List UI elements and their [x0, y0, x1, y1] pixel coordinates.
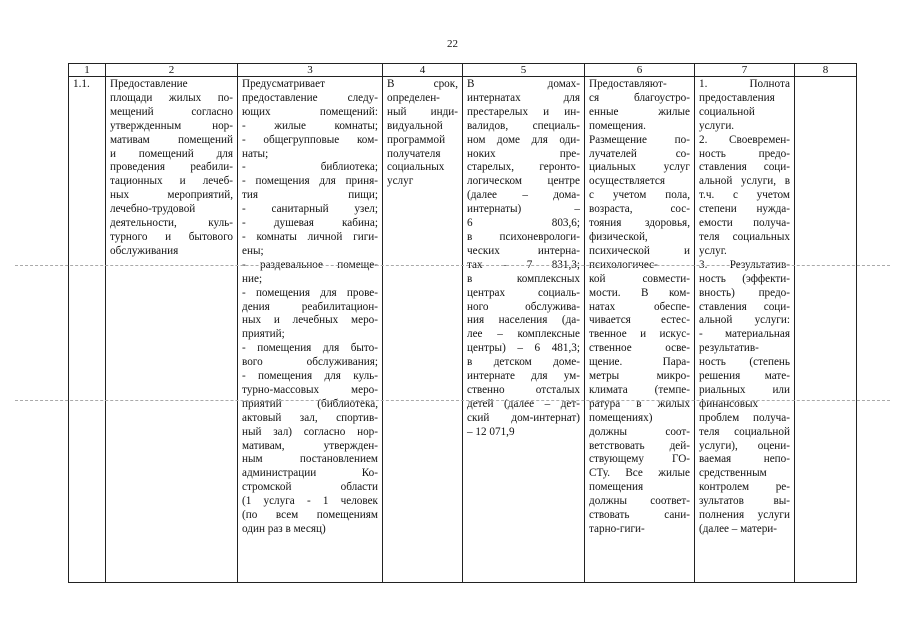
cell-text-line: ном доме для оди-	[467, 133, 580, 146]
column-number: 3	[238, 64, 383, 77]
cell-text-line: предоставление следу-	[242, 91, 378, 104]
cell-text-line: (1 услуга - 1 человек	[242, 495, 378, 508]
cell-text-line: помещения	[589, 481, 644, 494]
column-number: 2	[106, 64, 238, 77]
conditions-cell	[585, 77, 695, 583]
cell-text-line: видуальной	[387, 119, 443, 132]
cell-text-line: (далее – дома-	[467, 189, 580, 202]
cell-text-line: ющих помещений:	[242, 105, 378, 118]
cell-text-line: мости. В ком-	[589, 286, 690, 299]
cell-text-line: - раздевальное помеще-	[242, 258, 378, 271]
cell-text-line: с учетом пола,	[589, 189, 690, 202]
cell-text-line: ваемая непо-	[699, 453, 790, 466]
cell-text-line: В срок,	[387, 78, 458, 90]
cell-text-line: ский дом-интернат)	[467, 411, 580, 424]
cell-text-line: климата (темпе-	[589, 383, 690, 396]
cell-text-line: лее – комплексные	[467, 328, 580, 341]
cell-text-line: - материальная	[699, 328, 790, 341]
cell-text-line: енные жилые	[589, 105, 690, 118]
cell-text-line: ратура в жилых	[589, 397, 690, 410]
cell-text-line: социальных	[387, 161, 445, 174]
cell-text-line: т.ч. с учетом	[699, 189, 790, 202]
cell-text-line: ных мероприятий,	[110, 189, 233, 202]
tariff-cell	[463, 77, 585, 583]
cell-text-line: помещениях)	[589, 411, 653, 424]
cell-text-line: помещения.	[589, 119, 646, 132]
cell-text-line: степени нужда-	[699, 203, 790, 216]
cell-text-line: решения мате-	[699, 370, 790, 383]
cell-text-line: средственным	[699, 467, 767, 480]
cell-text-line: ены;	[242, 244, 264, 257]
cell-text-line: вность) предо-	[699, 286, 790, 299]
cell-text-line: тия пищи;	[242, 189, 378, 202]
cell-text-line: – 12 071,9	[467, 425, 515, 438]
cell-text-line: стромской области	[242, 481, 378, 494]
cell-text-line: ветствовать дей-	[589, 439, 690, 452]
cell-text-line: мещений согласно	[110, 105, 233, 118]
cell-text-line: твенное и искус-	[589, 328, 690, 341]
cell-text-line: утвержденным нор-	[110, 119, 233, 132]
cell-text-line: турно-массовых меро-	[242, 383, 378, 396]
cell-text-line: интернате для ум-	[467, 370, 580, 383]
cell-text-line: 2. Своевремен-	[699, 133, 790, 146]
cell-text-line: лучателей со-	[589, 147, 690, 160]
cell-text-line: ся благоустро-	[589, 91, 690, 104]
cell-text-line: Предусматривает	[242, 78, 325, 90]
cell-text-line: старелых, геронто-	[467, 161, 580, 174]
cell-text-line: тарно-гиги-	[589, 523, 645, 535]
cell-text-line: ния населения (да-	[467, 314, 580, 327]
cell-text-line: риальных или	[699, 383, 790, 396]
cell-text-line: услуги.	[699, 119, 735, 132]
page-number: 22	[447, 38, 458, 50]
cell-text-line: теля социальной	[699, 425, 790, 438]
cell-text-line: тояния здоровья,	[589, 217, 690, 230]
cell-text-line: ственно отсталых	[467, 383, 580, 396]
cell-text-line: альной услуги:	[699, 314, 790, 327]
cell-text-line: услуг.	[699, 244, 727, 257]
cell-text-line: возраста, сос-	[589, 203, 690, 216]
cell-text-line: - помещения для приня-	[242, 175, 378, 188]
cell-text-line: ных и лечебных меро-	[242, 314, 378, 327]
cell-text-line: ный инди-	[387, 105, 458, 118]
cell-text-line: альной услуги, в	[699, 175, 790, 188]
cell-text-line: в детском доме-	[467, 356, 580, 369]
cell-text-line: ный зал) согласно нор-	[242, 425, 378, 438]
cell-text-line: в комплексных	[467, 272, 580, 285]
cell-text-line: контролем ре-	[699, 481, 790, 494]
cell-text-line: наты;	[242, 147, 269, 160]
cell-text-line: предоставления	[699, 91, 775, 104]
column-number-row	[69, 64, 857, 77]
service-term-cell	[383, 77, 463, 583]
cell-text-line: тационных и лечеб-	[110, 175, 233, 188]
cell-text-line: должны соответ-	[589, 495, 690, 508]
cell-text-line: (по всем помещениям	[242, 509, 378, 522]
cell-text-line: натах обеспе-	[589, 300, 690, 313]
cell-text-line: В домах-	[467, 78, 580, 90]
cell-text-line: мативам, утвержден-	[242, 439, 378, 452]
cell-text-line: программой	[387, 133, 446, 146]
cell-text-line: ным постановлением	[242, 453, 378, 466]
table-row	[69, 77, 857, 583]
cell-text-line: деятельности, куль-	[110, 217, 233, 230]
cell-text-line: тах – 7 831,3;	[467, 258, 580, 271]
cell-text-line: ственное осве-	[589, 342, 690, 355]
cell-text-line: - душевая кабина;	[242, 217, 378, 230]
cell-text-line: результатив-	[699, 342, 759, 355]
cell-text-line: центры) – 6 481,3;	[467, 342, 580, 355]
cell-text-line: полнения услуги	[699, 509, 790, 522]
cell-text-line: - санитарный узел;	[242, 203, 378, 216]
cell-text-line: ствовать сани-	[589, 509, 690, 522]
cell-text-line: услуг	[387, 175, 414, 188]
cell-text-line: логическом центре	[467, 175, 580, 188]
cell-text-line: ставления соци-	[699, 300, 790, 313]
cell-text-line: ставления соци-	[699, 161, 790, 174]
cell-text-line: ствующему ГО-	[589, 453, 690, 466]
cell-text-line: валидов, специаль-	[467, 119, 580, 132]
cell-text-line: СТу. Все жилые	[589, 467, 690, 480]
cell-text-line: ность (степень	[699, 356, 790, 369]
cell-text-line: один раз в месяц)	[242, 523, 326, 535]
cell-text-line: услуги), оцени-	[699, 439, 790, 452]
scan-artifact-line	[15, 265, 890, 266]
cell-text-line: - помещения для куль-	[242, 370, 378, 383]
cell-text-line: социальной	[699, 105, 755, 118]
cell-text-line: определен-	[387, 91, 440, 104]
services-table	[68, 63, 857, 583]
cell-text-line: проблем получа-	[699, 411, 790, 424]
cell-text-line: - помещения для быто-	[242, 342, 378, 355]
cell-text-line: интернатах для	[467, 91, 580, 104]
cell-text-line: площади жилых по-	[110, 91, 233, 104]
cell-text-line: Размещение по-	[589, 133, 690, 146]
cell-text-line: психологичес-	[589, 258, 658, 271]
cell-text-line: ность (эффекти-	[699, 272, 790, 285]
cell-text-line: емости получа-	[699, 217, 790, 230]
cell-text-line: (далее – матери-	[699, 523, 778, 535]
column-number: 8	[795, 64, 857, 77]
cell-text-line: ние;	[242, 272, 263, 285]
cell-text-line: - общегрупповые ком-	[242, 133, 378, 146]
cell-text-line: - комнаты личной гиги-	[242, 230, 378, 243]
cell-text-line: мативам помещений	[110, 133, 233, 146]
cell-text-line: вого обслуживания;	[242, 356, 378, 369]
cell-text-line: центрах социаль-	[467, 286, 580, 299]
column-number: 6	[585, 64, 695, 77]
quality-indicators-cell	[695, 77, 795, 583]
cell-text-line: психической и	[589, 244, 690, 257]
cell-text-line: ноких пре-	[467, 147, 580, 160]
cell-text-line: приятий;	[242, 328, 285, 341]
cell-text-line: 6 803,6;	[467, 217, 580, 230]
cell-text-line: циальных услуг	[589, 161, 690, 174]
column-number: 1	[69, 64, 106, 77]
cell-text-line: Предоставление	[110, 78, 188, 90]
cell-text-line: щение. Пара-	[589, 356, 690, 369]
cell-text-line: 3. Результатив-	[699, 258, 790, 271]
cell-text-line: ного обслужива-	[467, 300, 580, 313]
cell-text-line: ность предо-	[699, 147, 790, 160]
cell-text-line: проведения реабили-	[110, 161, 233, 174]
cell-text-line: осуществляется	[589, 175, 665, 188]
cell-text-line: - помещения для прове-	[242, 286, 378, 299]
cell-text-line: метры микро-	[589, 370, 690, 383]
cell-text-line: Предоставляют-	[589, 78, 667, 90]
cell-text-line: в психоневрологи-	[467, 230, 580, 243]
cell-text-line: дения реабилитацион-	[242, 300, 378, 313]
cell-text-line: 1. Полнота	[699, 78, 790, 90]
cell-text-line: - жилые комнаты;	[242, 119, 378, 132]
cell-text-line: финансовых	[699, 397, 759, 410]
column-number: 7	[695, 64, 795, 77]
cell-text-line: ческих интерна-	[467, 244, 580, 257]
column-number: 5	[463, 64, 585, 77]
scan-artifact-line	[15, 400, 890, 401]
column-number: 4	[383, 64, 463, 77]
cell-text-line: администрации Ко-	[242, 467, 378, 480]
cell-text-line: должны соот-	[589, 425, 690, 438]
row-number: 1.1.	[69, 77, 106, 583]
cell-text-line: престарелых и ин-	[467, 105, 580, 118]
cell-text-line: интернаты) –	[467, 203, 580, 216]
cell-text-line: турного и бытового	[110, 230, 233, 243]
service-name-cell	[106, 77, 238, 583]
cell-text-line: детей (далее – дет-	[467, 397, 580, 410]
cell-text-line: приятий (библиотека,	[242, 397, 378, 410]
cell-text-line: актовый зал, спортив-	[242, 411, 378, 424]
cell-text-line: и помещений для	[110, 147, 233, 160]
cell-text-line: - библиотека;	[242, 161, 378, 174]
cell-text-line: физической,	[589, 230, 648, 243]
cell-text-line: лечебно-трудовой	[110, 203, 196, 216]
cell-text-line: получателя	[387, 147, 441, 160]
cell-text-line: чивается естес-	[589, 314, 690, 327]
cell-text-line: обслуживания	[110, 244, 179, 257]
service-description-cell	[238, 77, 383, 583]
empty-cell	[795, 77, 857, 583]
cell-text-line: теля социальных	[699, 230, 790, 243]
cell-text-line: зультатов вы-	[699, 495, 790, 508]
cell-text-line: кой совмести-	[589, 272, 690, 285]
